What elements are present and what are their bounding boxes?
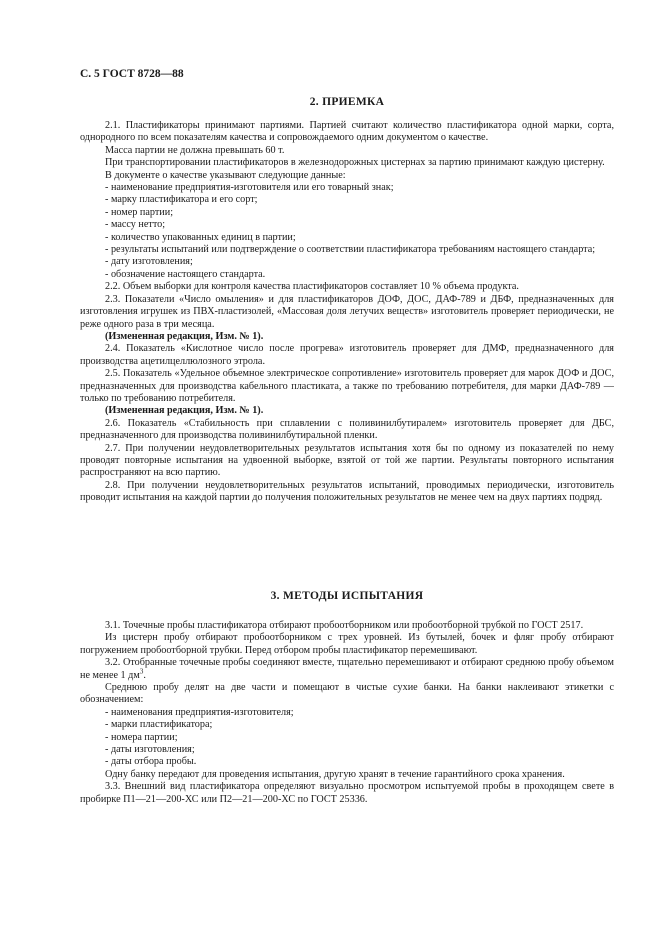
section-acceptance-body (80, 120, 614, 505)
paragraph-3-2-text: 3.2. Отобранные точечные пробы соединяют вместе, тщательно перемешивают и отбирают среднюю пробу объемом не менее 1 дм (80, 657, 614, 681)
list-item: - даты отбора пробы. (105, 756, 197, 768)
paragraph-jars: Среднюю пробу делят на две части и помещают в чистые сухие банки. На банки наклеивают этикетки с обозначением: (80, 682, 614, 706)
paragraph-2-2: 2.2. Объем выборки для контроля качества пластификаторов составляет 10 % объема продукта. (105, 281, 519, 293)
revision-note: (Измененная редакция, Изм. № 1). (105, 405, 264, 417)
paragraph-storage: Одну банку передают для проведения испытания, другую хранят в течение гарантийного срока хранения. (105, 768, 565, 780)
section-test-methods-body (80, 620, 614, 806)
list-item: - дату изготовления; (105, 256, 193, 268)
section-title-acceptance: 2. ПРИЕМКА (309, 96, 385, 108)
paragraph-2-8: 2.8. При получении неудовлетворительных результатов испытаний, проводимых периодически, изготовитель проводит испытания на каждой партии до получения положительных результатов не менее чем на двух партиях подряд. (80, 479, 614, 504)
paragraph-rail-tanks: При транспортировании пластификаторов в железнодорожных цистернах за партию принимают каждую цистерну. (105, 157, 605, 169)
paragraph-2-4: 2.4. Показатель «Кислотное число после прогрева» изготовитель проверяет для ДМФ, предназначенного для производства ацетилцеллюлозного этрола. (80, 343, 614, 367)
paragraph-3-3: 3.3. Внешний вид пластификатора определяют визуально просмотром испытуемой пробы в проходящем свете в пробирке П1—21—200-ХС или П2—21—200-ХС по ГОСТ 25336. (80, 781, 614, 805)
list-item: - обозначение настоящего стандарта. (105, 268, 266, 280)
paragraph-sampling: Из цистерн пробу отбирают пробоотборником с трех уровней. Из бутылей, бочек и фляг пробу отбирают погружением пробоотборной трубки. Перед отбором пробы пластификатор перемешивают. (80, 632, 614, 656)
superscript-3: 3 (139, 667, 144, 676)
revision-note: (Измененная редакция, Изм. № 1). (105, 330, 264, 342)
list-item: - наименования предприятия-изготовителя; (105, 706, 294, 718)
paragraph-2-7: 2.7. При получении неудовлетворительных результатов испытания хотя бы по одному из показателей по нему проводят повторные испытания на удвоенной выборке, взятой от той же партии. Результаты повторного испытания распространяют на всю партию. (80, 442, 614, 479)
paragraph-lot-mass: Масса партии не должна превышать 60 т. (105, 144, 285, 156)
section-title-test-methods: 3. МЕТОДЫ ИСПЫТАНИЯ (270, 590, 424, 602)
paragraph-3-2 (80, 657, 614, 682)
paragraph-2-5: 2.5. Показатель «Удельное объемное электрическое сопротивление» изготовитель проверяет для марок ДОФ и ДОС, предназначенных для производства кабельного пластиката, а также по требованию потребителя, для марки ДАФ-789 — только по требованию потребителя. (80, 368, 614, 404)
paragraph-2-6: 2.6. Показатель «Стабильность при сплавлении с поливинилбутиралем» изготовитель проверяет для ДБС, предназначенного для производства поливинилбутиральной пленки. (80, 417, 614, 442)
list-item: - номера партии; (105, 731, 178, 743)
list-item: - количество упакованных единиц в партии; (105, 231, 296, 243)
paragraph-3-2-end: . (143, 669, 146, 681)
list-item: - наименование предприятия-изготовителя или его товарный знак; (105, 182, 394, 194)
paragraph-quality-doc: В документе о качестве указывают следующие данные: (105, 169, 346, 181)
list-item: - даты изготовления; (105, 744, 195, 756)
list-item: - результаты испытаний или подтверждение о соответствии пластификатора требованиям настоящего стандарта; (105, 244, 596, 256)
list-item: - марки пластификатора; (105, 719, 213, 731)
list-item: - номер партии; (105, 206, 174, 218)
paragraph-2-3: 2.3. Показатели «Число омыления» и для пластификаторов ДОФ, ДОС, ДАФ-789 и ДБФ, предназначенных для изготовления игрушек из ПВХ-пластизолей, «Массовая доля летучих веществ» изготовитель проверяет периодически, не реже одного раза в три месяца. (80, 293, 614, 330)
paragraph-2-1: 2.1. Пластификаторы принимают партиями. Партией считают количество пластификатора одной марки, сорта, однородного по всем показателям качества и сопровождаемого одним документом о качестве. (80, 120, 614, 144)
page-header: С. 5 ГОСТ 8728—88 (80, 68, 184, 80)
list-item: - марку пластификатора и его сорт; (105, 194, 258, 206)
list-item: - массу нетто; (105, 219, 166, 231)
paragraph-3-1: 3.1. Точечные пробы пластификатора отбирают пробоотборником или пробоотборной трубкой по ГОСТ 2517. (105, 620, 584, 631)
